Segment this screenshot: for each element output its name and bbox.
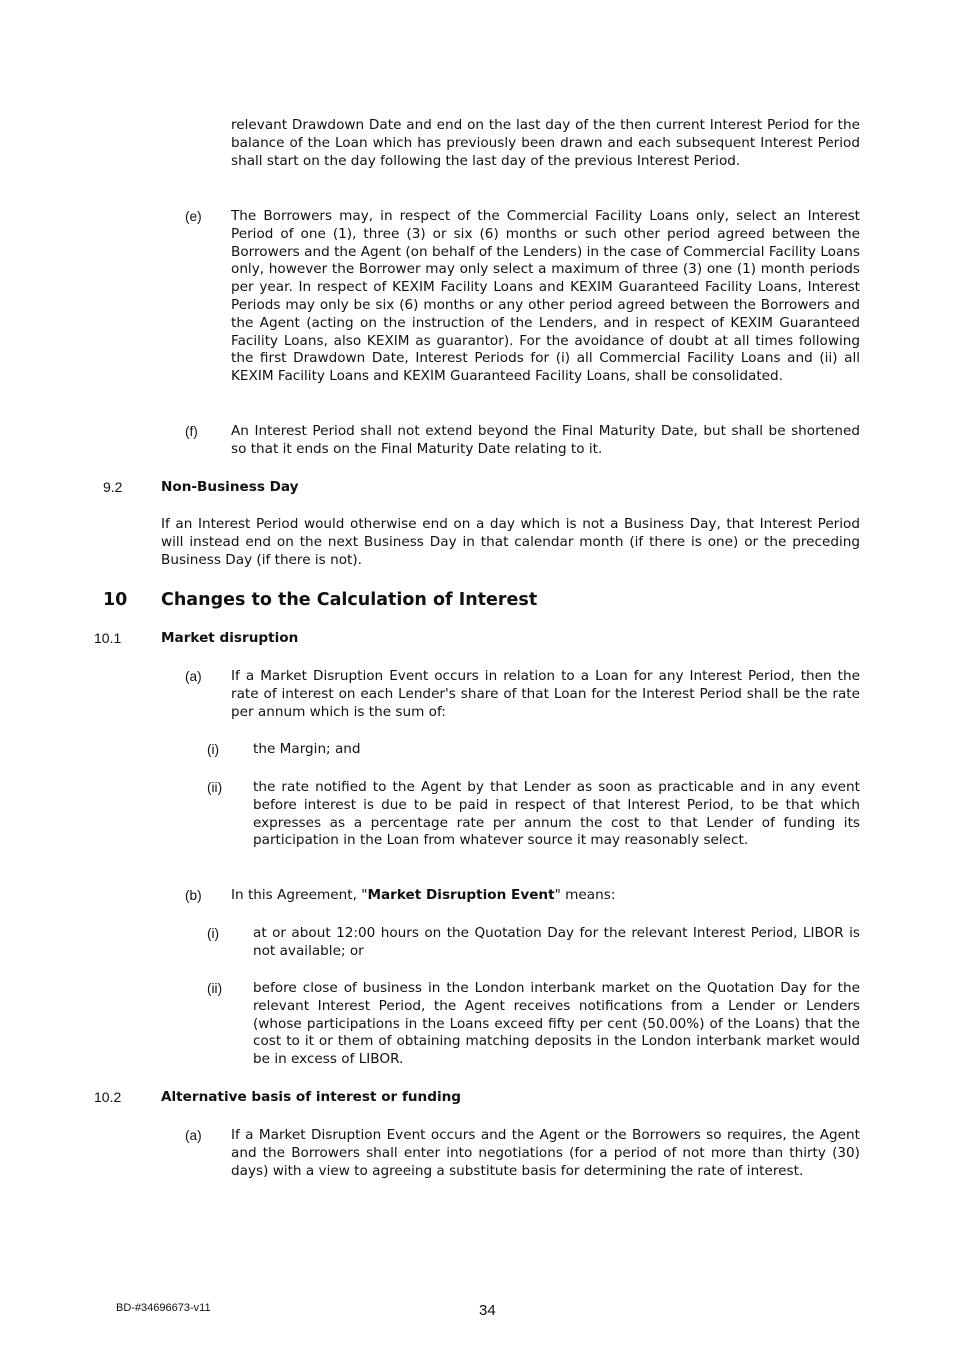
clause-9-1-f-label: (f) [185,424,198,439]
clause-10-1-a-ii-label: (ii) [207,780,223,795]
defined-term-market-disruption-event: Market Disruption Event [367,887,555,903]
clause-10-2-a-label: (a) [185,1128,202,1143]
clause-9-1-e-label: (e) [185,209,202,224]
clause-10-1-a-text: If a Market Disruption Event occurs in relation to a Loan for any Interest Period, then the rate of interest on each Lender's share of that Loan for the Interest Period shall be the rate per annum which is the sum of: [231,668,860,720]
clause-9-1-f-text: An Interest Period shall not extend beyond the Final Maturity Date, but shall be shortened so that it ends on the Final Maturity Date relating to it. [231,423,860,457]
clause-10-1-b-ii-text: before close of business in the London interbank market on the Quotation Day for the relevant Interest Period, the Agent receives notifications from a Lender or Lenders (whose participations in the Loans exceed fifty per cent (50.00%) of the Loans) that the cost to it or them of obtaining matching deposits in the London interbank market would be in excess of LIBOR. [253,980,860,1068]
clause-9-2-heading: Non-Business Day [161,479,299,495]
clause-10-number: 10 [103,590,128,610]
clause-10-1-a-label: (a) [185,669,202,684]
clause-10-2-number: 10.2 [94,1089,122,1105]
clause-10-heading: Changes to the Calculation of Interest [161,590,538,610]
clause-10-1-b-label: (b) [185,888,202,903]
clause-9-2-text: If an Interest Period would otherwise end on a day which is not a Business Day, that Interest Period will instead end on the next Business Day in that calendar month (if there is one) or the preceding Business Day (if there is not). [161,516,860,568]
clause-10-1-a-i-text: the Margin; and [253,741,361,757]
footer-doc-reference: BD-#34696673-v11 [116,1302,211,1314]
clause-10-1-b-i-label: (i) [207,926,220,941]
footer-page-number: 34 [479,1302,496,1319]
clause-9-2-number: 9.2 [103,479,123,495]
clause-10-2-heading: Alternative basis of interest or funding [161,1089,462,1105]
clause-10-1-heading: Market disruption [161,630,299,646]
clause-10-1-b-text [231,887,860,905]
clause-10-1-b-i-text: at or about 12:00 hours on the Quotation Day for the relevant Interest Period, LIBOR is not available; or [253,925,860,959]
clause-10-1-b-prefix: In this Agreement, " [231,887,368,903]
clause-10-1-b-ii-label: (ii) [207,981,223,996]
clause-10-1-b-suffix: " means: [554,887,616,903]
clause-10-1-number: 10.1 [94,630,122,646]
continuation-paragraph: relevant Drawdown Date and end on the last day of the then current Interest Period for the balance of the Loan which has previously been drawn and each subsequent Interest Period shall start on the day following the last day of the previous Interest Period. [231,117,860,169]
clause-9-1-e-text: The Borrowers may, in respect of the Commercial Facility Loans only, select an Interest Period of one (1), three (3) or six (6) months or such other period agreed between the Borrowers and the Agent (on behalf of the Lenders) in the case of Commercial Facility Loans only, however the Borrower may only select a maximum of three (3) one (1) month periods per year. In respect of KEXIM Facility Loans and KEXIM Guaranteed Facility Loans, Interest Periods may only be six (6) months or any other period agreed between the Borrowers and the Agent (acting on the instruction of the Lenders, and in respect of KEXIM Guaranteed Facility Loans, also KEXIM as guarantor). For the avoidance of doubt at all times following the first Drawdown Date, Interest Periods for (i) all Commercial Facility Loans and (ii) all KEXIM Facility Loans and KEXIM Guaranteed Facility Loans, shall be consolidated. [231,208,860,385]
clause-10-1-a-ii-text: the rate notified to the Agent by that Lender as soon as practicable and in any event before interest is due to be paid in respect of that Interest Period, to be that which expresses as a percentage rate per annum the cost to that Lender of funding its participation in the Loan from whatever source it may reasonably select. [253,779,860,849]
clause-10-2-a-text: If a Market Disruption Event occurs and the Agent or the Borrowers so requires, the Agent and the Borrowers shall enter into negotiations (for a period of not more than thirty (30) days) with a view to agreeing a substitute basis for determining the rate of interest. [231,1127,860,1179]
clause-10-1-a-i-label: (i) [207,742,220,757]
